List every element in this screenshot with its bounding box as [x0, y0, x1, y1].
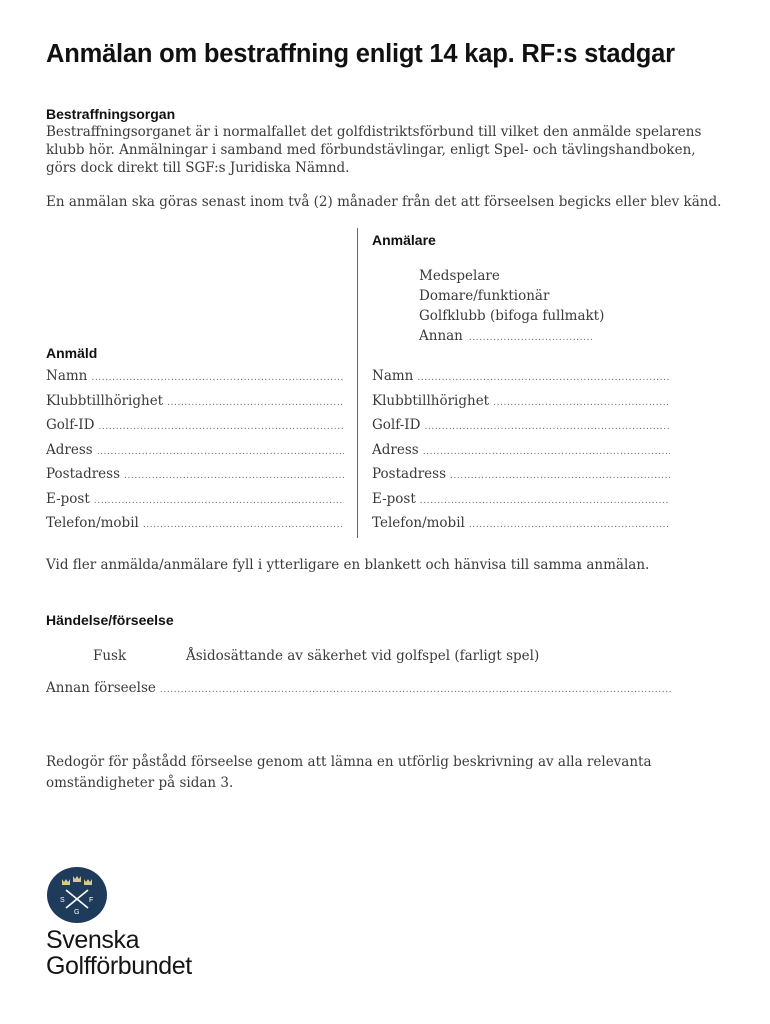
page-title: Anmälan om bestraffning enligt 14 kap. RF:s stadgar — [46, 40, 675, 68]
wordmark-line-1: Svenska — [46, 926, 140, 954]
column-divider — [357, 228, 358, 538]
organ-description: Bestraffningsorganet är i normalfallet det golfdistriktsförbund till vilket den anmälde spelarens klubb hör. Anmälningar i samband med förbundstävlingar, enligt Spel- och tävlingshandboken, görs dock direkt till SGF:s Juridiska Nämnd. — [46, 124, 702, 176]
section-heading-bestraffningsorgan: Bestraffningsorgan — [46, 106, 176, 122]
svg-text:S: S — [60, 897, 65, 904]
sgf-wordmark — [46, 927, 192, 979]
anmald-field-epost[interactable]: E-post ..... — [46, 491, 344, 516]
anmalare-field-namn[interactable]: Namn ..... — [372, 368, 670, 393]
multi-report-text: Vid fler anmälda/anmälare fyll i ytterligare en blankett och hänvisa till samma anmälan. — [46, 557, 650, 573]
describe-text: Redogör för påstådd förseelse genom att lämna en utförlig beskrivning av alla relevanta omständigheter på sidan 3. — [46, 754, 652, 791]
anmalare-field-klubb[interactable]: Klubbtillhörighet ..... — [372, 393, 670, 418]
anmalare-field-adress[interactable]: Adress ..... — [372, 442, 670, 467]
option-annan-label: Annan — [419, 328, 463, 344]
sgf-crest-icon — [46, 866, 108, 924]
option-domare[interactable]: Domare/funktionär — [419, 288, 550, 304]
anmald-field-namn[interactable]: Namn ..... — [46, 368, 344, 393]
section-heading-anmalare: Anmälare — [372, 232, 436, 248]
anmald-field-klubb[interactable]: Klubbtillhörighet ..... — [46, 393, 344, 418]
svg-text:G: G — [74, 909, 80, 916]
anmald-field-telefon[interactable]: Telefon/mobil ..... — [46, 515, 344, 540]
anmald-field-golfid[interactable]: Golf-ID ..... — [46, 417, 344, 442]
svg-text:F: F — [89, 897, 94, 904]
anmalare-field-postadress[interactable]: Postadress ..... — [372, 466, 670, 491]
anmalare-field-telefon[interactable]: Telefon/mobil ..... — [372, 515, 670, 540]
other-offence-field[interactable] — [46, 680, 671, 705]
anmalare-fields — [372, 368, 670, 540]
option-fusk[interactable]: Fusk — [93, 648, 127, 664]
other-offence-input[interactable] — [160, 685, 671, 695]
option-farligt-spel[interactable]: Åsidosättande av säkerhet vid golfspel (farligt spel) — [186, 648, 540, 664]
option-annan-input[interactable] — [469, 328, 594, 348]
option-medspelare[interactable]: Medspelare — [419, 268, 500, 284]
section-heading-handelse: Händelse/förseelse — [46, 612, 174, 628]
anmald-field-adress[interactable]: Adress ..... — [46, 442, 344, 467]
option-annan[interactable] — [419, 326, 594, 348]
anmalare-field-golfid[interactable]: Golf-ID ..... — [372, 417, 670, 442]
option-golfklubb[interactable]: Golfklubb (bifoga fullmakt) — [419, 308, 605, 324]
section-heading-anmald: Anmäld — [46, 345, 98, 361]
anmald-fields — [46, 368, 344, 540]
deadline-text: En anmälan ska göras senast inom två (2) månader från det att förseelsen begicks eller blev känd. — [46, 194, 722, 210]
anmald-field-postadress[interactable]: Postadress ..... — [46, 466, 344, 491]
anmalare-options — [419, 266, 604, 348]
anmalare-field-epost[interactable]: E-post ..... — [372, 491, 670, 516]
other-offence-label: Annan förseelse — [46, 680, 156, 696]
wordmark-line-2: Golfförbundet — [46, 952, 192, 980]
